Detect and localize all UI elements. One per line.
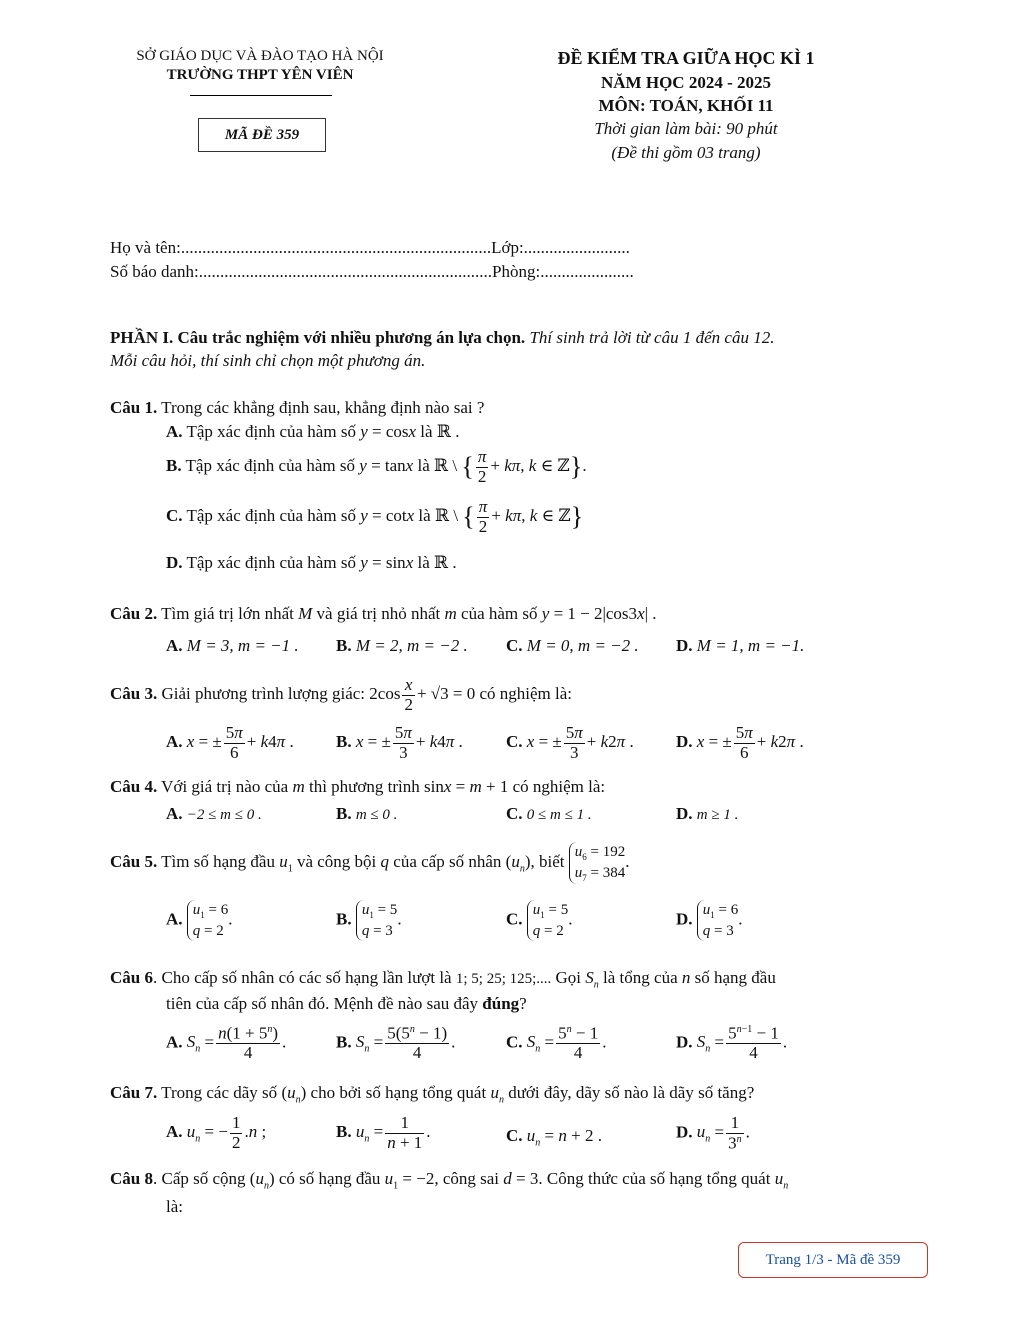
question-6: Câu 6. Cho cấp số nhân có các số hạng lần lượt là 1; 5; 25; 125;.... Gọi $S_n$ là tổng của n số hạng đầu <box>110 968 776 991</box>
question-text: . Công thức của số hạng tổng quát <box>538 1169 775 1188</box>
question-text: và công bội <box>292 852 381 872</box>
question-label: Câu 5. <box>110 852 158 872</box>
q7-option-c[interactable]: C. $u_n = n + 2$ . <box>506 1126 602 1149</box>
q6-option-a[interactable]: A. $S_n$ = $\frac{n(1 + 5^n)}{4}$ . <box>166 1023 287 1063</box>
q2-option-a[interactable]: A. M = 3, m = −1 . <box>166 636 299 655</box>
option-text: M = 3, m = −1 . <box>186 636 299 655</box>
question-8: Câu 8. Cấp số cộng $(u_n)$ có số hạng đầu $u_1 = -2$, công sai d = 3. Công thức của số hạng tổng quát $u_n$ <box>110 1169 789 1192</box>
section-instruction-2: Mỗi câu hỏi, thí sinh chỉ chọn một phương án. <box>110 351 426 370</box>
q7-option-b[interactable]: B. $u_n$ = $\frac{1}{n + 1}$ . <box>336 1113 431 1152</box>
question-text: Tìm số hạng đầu <box>157 852 280 872</box>
q4-option-c[interactable]: C. 0 ≤ m ≤ 1 . <box>506 804 592 823</box>
question-text: của cấp số nhân <box>389 852 506 872</box>
question-8-line-2: là: <box>166 1197 183 1216</box>
question-text: Gọi <box>551 968 586 987</box>
q4-option-d[interactable]: D. m ≥ 1 . <box>676 804 739 823</box>
q2-option-d[interactable]: D. M = 1, m = −1. <box>676 636 805 655</box>
section-title: PHẦN I. Câu trắc nghiệm với nhiều phương án lựa chọn. <box>110 328 526 347</box>
id-room-line: Số báo danh:.....................................................................Phòng:...................... <box>110 262 634 281</box>
name-class-line: Họ và tên:.........................................................................Lớp:......................... <box>110 238 630 257</box>
question-text: của hàm số <box>456 604 542 623</box>
q3-option-a[interactable]: A. x = ± $\frac{5\pi}{6}$ + k4π . <box>166 723 294 762</box>
q6-option-d[interactable]: D. $S_n$ = $\frac{5^{n-1} - 1}{4}$ . <box>676 1023 788 1063</box>
option-text: 0 ≤ m ≤ 1 . <box>526 807 592 823</box>
q7-option-a[interactable]: A. $u_n$ = − $\frac{1}{2}$ .n ; <box>166 1113 267 1152</box>
question-3: Câu 3. Giải phương trình lượng giác: 2cos $\frac{x}{2}$ + √3 = 0 có nghiệm là: <box>110 675 572 714</box>
q1-option-c[interactable]: C. Tập xác định của hàm số y = cotx là ℝ \ { $\frac{\pi}{2}$ + kπ, k ∈ ℤ} <box>166 497 584 536</box>
question-text: Giải phương trình lượng giác: <box>157 684 370 704</box>
question-2: Câu 2. Tìm giá trị lớn nhất M và giá trị nhỏ nhất m của hàm số y = 1 − 2|cos3x| . <box>110 604 657 623</box>
question-text: cho bởi số hạng tổng quát <box>306 1083 491 1102</box>
question-label: Câu 8 <box>110 1169 153 1188</box>
question-label: Câu 3. <box>110 684 158 704</box>
question-text: ? <box>519 994 527 1013</box>
question-4: Câu 4. Với giá trị nào của m thì phương trình sinx = m + 1 có nghiệm là: <box>110 777 606 796</box>
question-text: số hạng đầu <box>690 968 776 987</box>
question-1 <box>110 398 940 418</box>
option-text: là <box>413 456 434 476</box>
question-text: , công sai <box>434 1169 504 1188</box>
q3-option-d[interactable]: D. x = ± $\frac{5\pi}{6}$ + k2π . <box>676 723 804 762</box>
question-text: có nghiệm là: <box>508 777 606 796</box>
question-text: có số hạng đầu <box>274 1169 385 1188</box>
department-name: SỞ GIÁO DỤC VÀ ĐÀO TẠO HÀ NỘI <box>136 48 384 64</box>
q4-option-a[interactable]: A. −2 ≤ m ≤ 0 . <box>166 804 262 823</box>
question-text: . Cấp số cộng <box>152 1169 250 1188</box>
option-label: D. <box>166 553 183 572</box>
question-text: , biết <box>530 852 569 872</box>
section-instruction: Thí sinh trả lời từ câu 1 đến câu 12. <box>525 328 775 347</box>
question-label: Câu 7. <box>110 1083 158 1102</box>
question-text: Với giá trị nào của <box>157 777 293 796</box>
option-text: Tập xác định của hàm số <box>182 506 361 526</box>
q6-option-c[interactable]: C. $S_n$ = $\frac{5^n - 1}{4}$ . <box>506 1023 607 1063</box>
question-text: là tổng của <box>598 968 682 987</box>
q1-option-b[interactable]: B. Tập xác định của hàm số y = tanx là ℝ \ { $\frac{\pi}{2}$ + kπ, k ∈ ℤ}. <box>166 447 587 486</box>
question-text: . Cho cấp số nhân có các số hạng lần lượt là <box>152 968 456 987</box>
q3-option-c[interactable]: C. x = ± $\frac{5\pi}{3}$ + k2π . <box>506 723 634 762</box>
header-divider <box>190 95 332 96</box>
q1-option-a[interactable]: A. Tập xác định của hàm số y = cosx là ℝ . <box>166 422 460 441</box>
school-year: NĂM HỌC 2024 - 2025 <box>601 73 771 92</box>
time-limit: Thời gian làm bài: 90 phút <box>594 119 778 138</box>
question-label: Câu 1. <box>110 398 158 417</box>
option-label: A. <box>166 422 183 441</box>
question-text: và giá trị nhỏ nhất <box>312 604 445 623</box>
option-text: Tập xác định của hàm số <box>182 553 361 572</box>
q6-option-b[interactable]: B. $S_n$ = $\frac{5(5^n - 1)}{4}$ . <box>336 1023 456 1063</box>
q5-option-c[interactable]: C. $u_1 = 5$ q = 2. <box>506 900 573 941</box>
subject: MÔN: TOÁN, KHỐI 11 <box>598 96 774 115</box>
option-text: là <box>413 553 435 572</box>
question-text: Trong các dãy số <box>157 1083 282 1102</box>
question-5: Câu 5. Tìm số hạng đầu $u_1$ và công bội q của cấp số nhân $(u_n)$, biết $u_6 = 192$ $u_7 = 384$. <box>110 844 630 884</box>
option-text: m ≥ 1 . <box>696 807 739 823</box>
option-text: Tập xác định của hàm số <box>181 456 360 476</box>
question-text: có nghiệm là: <box>475 684 572 704</box>
q7-option-d[interactable]: D. $u_n$ = $\frac{1}{3^n}$ . <box>676 1113 750 1153</box>
question-text: tiên của cấp số nhân đó. Mệnh đề nào sau đây <box>166 994 483 1013</box>
q5-option-a[interactable]: A. $u_1 = 6$ q = 2. <box>166 900 233 941</box>
option-text: −2 ≤ m ≤ 0 . <box>186 807 262 823</box>
q3-option-b[interactable]: B. x = ± $\frac{5\pi}{3}$ + k4π . <box>336 723 463 762</box>
question-text: thì phương trình <box>304 777 424 796</box>
section-heading <box>110 326 940 372</box>
q5-option-b[interactable]: B. $u_1 = 5$ q = 3. <box>336 900 402 941</box>
option-text: M = 1, m = −1. <box>696 636 805 655</box>
question-text: Tìm giá trị lớn nhất <box>157 604 299 623</box>
question-label: Câu 6 <box>110 968 153 987</box>
sequence-values: 1; 5; 25; 125;.... <box>455 971 552 987</box>
school-name: TRƯỜNG THPT YÊN VIÊN <box>166 67 354 83</box>
option-text: là <box>414 506 435 526</box>
question-6-line-2 <box>166 994 996 1014</box>
exam-title: ĐỀ KIỂM TRA GIỮA HỌC KÌ 1 <box>557 48 815 68</box>
option-text: là <box>416 422 437 441</box>
question-7: Câu 7. Trong các dãy số $(u_n)$ cho bởi số hạng tổng quát $u_n$ dưới đây, dãy số nào là dãy số tăng? <box>110 1083 755 1106</box>
emphasis-word: đúng <box>482 994 520 1013</box>
page-footer-badge: Trang 1/3 - Mã đề 359 <box>738 1242 928 1278</box>
pages-note: (Đề thi gồm 03 trang) <box>611 143 761 162</box>
option-text: M = 2, m = −2 . <box>355 636 468 655</box>
q1-option-d[interactable]: D. Tập xác định của hàm số y = sinx là ℝ . <box>166 553 457 572</box>
option-text: m ≤ 0 . <box>355 807 398 823</box>
exam-code-box: MÃ ĐỀ 359 <box>198 118 326 152</box>
q2-option-b[interactable]: B. M = 2, m = −2 . <box>336 636 468 655</box>
q4-option-b[interactable]: B. m ≤ 0 . <box>336 804 398 823</box>
q5-option-d[interactable]: D. $u_1 = 6$ q = 3. <box>676 900 743 941</box>
option-text: Tập xác định của hàm số <box>182 422 361 441</box>
option-label: B. <box>166 456 182 476</box>
option-text: M = 0, m = −2 . <box>526 636 639 655</box>
option-label: C. <box>166 506 183 526</box>
question-label: Câu 4. <box>110 777 158 796</box>
q2-option-c[interactable]: C. M = 0, m = −2 . <box>506 636 639 655</box>
question-text: dưới đây, dãy số nào là dãy số tăng? <box>503 1083 755 1102</box>
question-text: Trong các khẳng định sau, khẳng định nào sai ? <box>157 398 485 417</box>
question-label: Câu 2. <box>110 604 158 623</box>
